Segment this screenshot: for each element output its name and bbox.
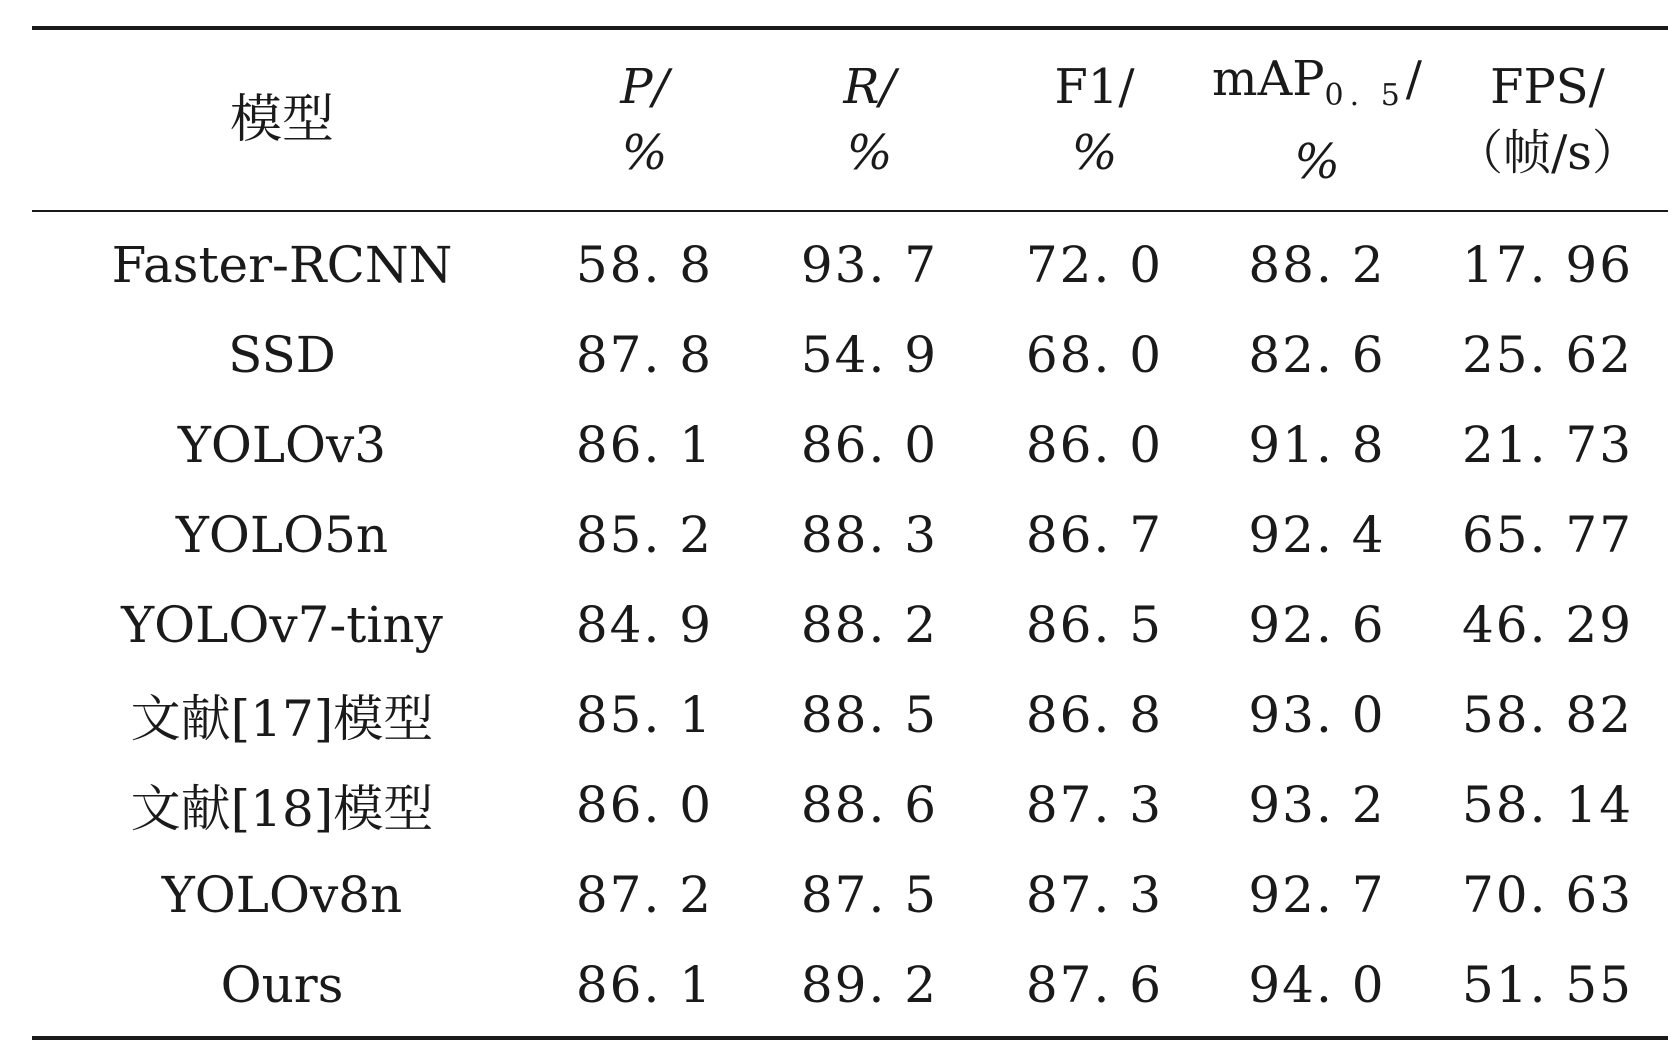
cell-fps: 25. 62 (1461, 326, 1634, 384)
header-fps (1427, 54, 1668, 186)
cell-fps: 58. 14 (1461, 776, 1634, 834)
cell-model: YOLO5n (175, 506, 389, 564)
cell-precision: 86. 1 (575, 956, 714, 1014)
table-row (32, 940, 1668, 1030)
cell-f1: 86. 5 (1025, 596, 1164, 654)
cell-precision: 58. 8 (575, 236, 714, 294)
table-row (32, 220, 1668, 310)
cell-fps: 65. 77 (1461, 506, 1634, 564)
table-row (32, 670, 1668, 760)
header-model-label: 模型 (229, 90, 334, 150)
cell-model: SSD (228, 326, 336, 384)
cell-precision: 86. 0 (575, 776, 714, 834)
header-recall-line2: % (846, 125, 893, 181)
header-map-line1 (1207, 46, 1427, 129)
cell-map: 94. 0 (1248, 956, 1386, 1014)
table-row (32, 580, 1668, 670)
cell-recall: 88. 5 (800, 686, 939, 744)
cell-map: 91. 8 (1248, 416, 1386, 474)
table-row (32, 400, 1668, 490)
cell-recall: 86. 0 (800, 416, 939, 474)
cell-model: Faster-RCNN (111, 236, 453, 294)
cell-map: 92. 4 (1248, 506, 1386, 564)
cell-precision: 87. 8 (575, 326, 714, 384)
header-map (1207, 46, 1427, 195)
cell-f1: 87. 3 (1025, 866, 1164, 924)
cell-precision: 86. 1 (575, 416, 714, 474)
cell-fps: 21. 73 (1461, 416, 1634, 474)
header-precision (532, 54, 757, 186)
cell-recall: 88. 3 (800, 506, 939, 564)
cell-map: 92. 7 (1248, 866, 1386, 924)
header-recall-line1: R/ (843, 59, 896, 115)
cell-recall: 88. 6 (800, 776, 939, 834)
cell-fps: 46. 29 (1461, 596, 1634, 654)
cell-fps: 70. 63 (1461, 866, 1634, 924)
results-table (32, 26, 1668, 1040)
cell-f1: 68. 0 (1025, 326, 1164, 384)
cell-model: YOLOv3 (177, 416, 387, 474)
cell-precision: 85. 1 (575, 686, 714, 744)
table-row (32, 310, 1668, 400)
header-model (32, 87, 532, 153)
cell-f1: 72. 0 (1025, 236, 1164, 294)
header-f1 (982, 54, 1207, 186)
cell-precision: 87. 2 (575, 866, 714, 924)
cell-model: Ours (220, 956, 344, 1014)
cell-fps: 58. 82 (1461, 686, 1634, 744)
cell-map: 82. 6 (1248, 326, 1386, 384)
header-f1-line2: % (1071, 125, 1118, 181)
cell-f1: 86. 8 (1025, 686, 1164, 744)
cell-recall: 89. 2 (800, 956, 939, 1014)
header-map-subscript: 0. 5 (1324, 77, 1406, 113)
cell-precision: 84. 9 (575, 596, 714, 654)
header-map-slash: / (1405, 50, 1422, 107)
table-bottom-rule (32, 1036, 1668, 1040)
cell-recall: 93. 7 (800, 236, 939, 294)
header-precision-line2: % (621, 125, 668, 181)
cell-map: 88. 2 (1248, 236, 1386, 294)
table-row (32, 850, 1668, 940)
cell-recall: 54. 9 (800, 326, 939, 384)
header-map-main: mAP (1212, 50, 1325, 107)
cell-fps: 51. 55 (1461, 956, 1634, 1014)
header-recall (757, 54, 982, 186)
cell-f1: 86. 7 (1025, 506, 1164, 564)
cell-precision: 85. 2 (575, 506, 714, 564)
cell-recall: 88. 2 (800, 596, 939, 654)
cell-map: 92. 6 (1248, 596, 1386, 654)
cell-model: 文献[18]模型 (130, 780, 434, 838)
header-fps-line1: FPS/ (1490, 59, 1605, 115)
cell-f1: 86. 0 (1025, 416, 1164, 474)
table-body (32, 212, 1668, 1036)
header-map-line2: % (1294, 133, 1340, 190)
header-f1-line1: F1/ (1054, 59, 1135, 115)
cell-f1: 87. 6 (1025, 956, 1164, 1014)
header-fps-line2: （帧/s） (1455, 125, 1640, 181)
cell-model: 文献[17]模型 (130, 690, 434, 748)
cell-fps: 17. 96 (1461, 236, 1634, 294)
cell-model: YOLOv8n (161, 866, 403, 924)
table-header (32, 30, 1668, 210)
cell-map: 93. 2 (1248, 776, 1386, 834)
table-row (32, 490, 1668, 580)
cell-model: YOLOv7-tiny (121, 596, 443, 654)
cell-map: 93. 0 (1248, 686, 1386, 744)
table-row (32, 760, 1668, 850)
header-precision-line1: P/ (620, 59, 669, 115)
cell-recall: 87. 5 (800, 866, 939, 924)
cell-f1: 87. 3 (1025, 776, 1164, 834)
